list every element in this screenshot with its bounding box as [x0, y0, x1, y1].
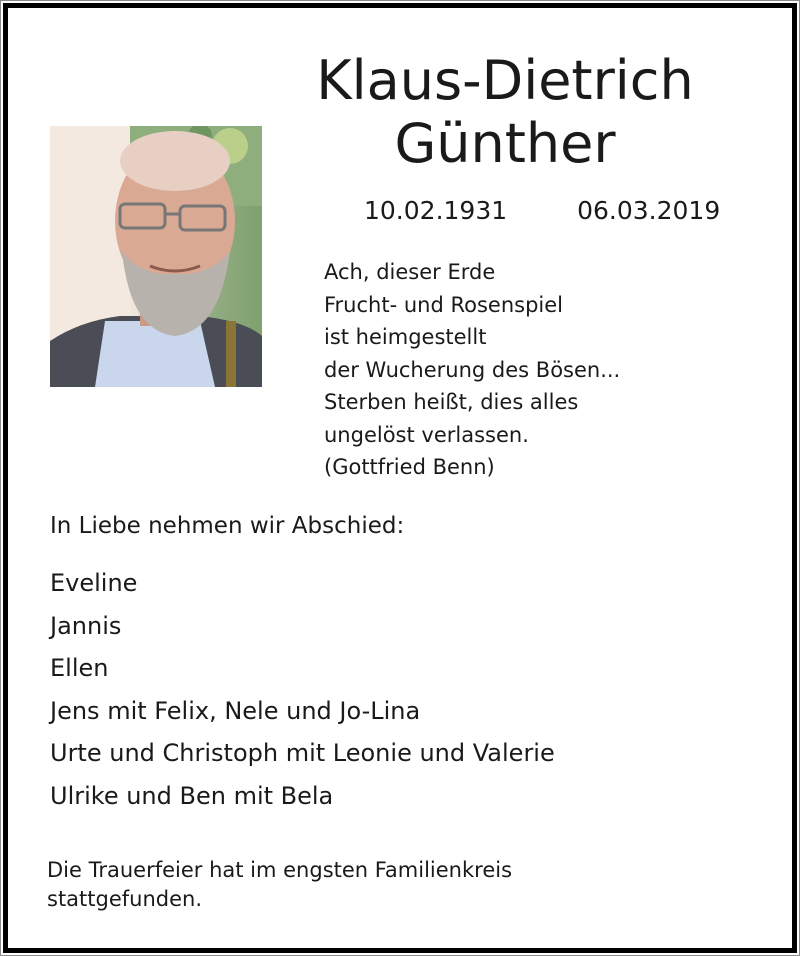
deceased-last-name: Günther — [394, 112, 616, 175]
mourner-item: Urte und Christoph mit Leonie und Valerie — [50, 739, 555, 767]
mourners-list — [50, 562, 555, 817]
portrait-photo — [50, 126, 262, 387]
mourner-item: Jens mit Felix, Nele und Jo-Lina — [50, 696, 421, 725]
poem-line: der Wucherung des Bösen... — [324, 357, 621, 382]
mourner-item: Jannis — [50, 611, 122, 640]
portrait-photo-illustration — [50, 126, 262, 387]
poem-attribution: (Gottfried Benn) — [324, 455, 495, 479]
funeral-service-note: Die Trauerfeier hat im engsten Familienkreis stattgefunden. — [47, 858, 513, 911]
mourner-item: Ellen — [50, 654, 109, 682]
poem-line: ungelöst verlassen. — [324, 422, 529, 447]
mourner-item: Eveline — [50, 569, 138, 597]
mourner-item: Ulrike und Ben mit Bela — [50, 781, 334, 810]
poem-line: Frucht- und Rosenspiel — [324, 292, 563, 317]
birth-date: 10.02.1931 — [364, 196, 508, 225]
poem-line: Ach, dieser Erde — [324, 260, 496, 284]
poem-line: ist heimgestellt — [324, 325, 487, 349]
death-date: 06.03.2019 — [577, 196, 721, 225]
farewell-heading: In Liebe nehmen wir Abschied: — [50, 513, 405, 539]
poem-quote — [324, 256, 620, 484]
deceased-first-name: Klaus-Dietrich — [316, 49, 694, 112]
poem-line: Sterben heißt, dies alles — [324, 390, 579, 414]
life-dates — [364, 196, 720, 225]
